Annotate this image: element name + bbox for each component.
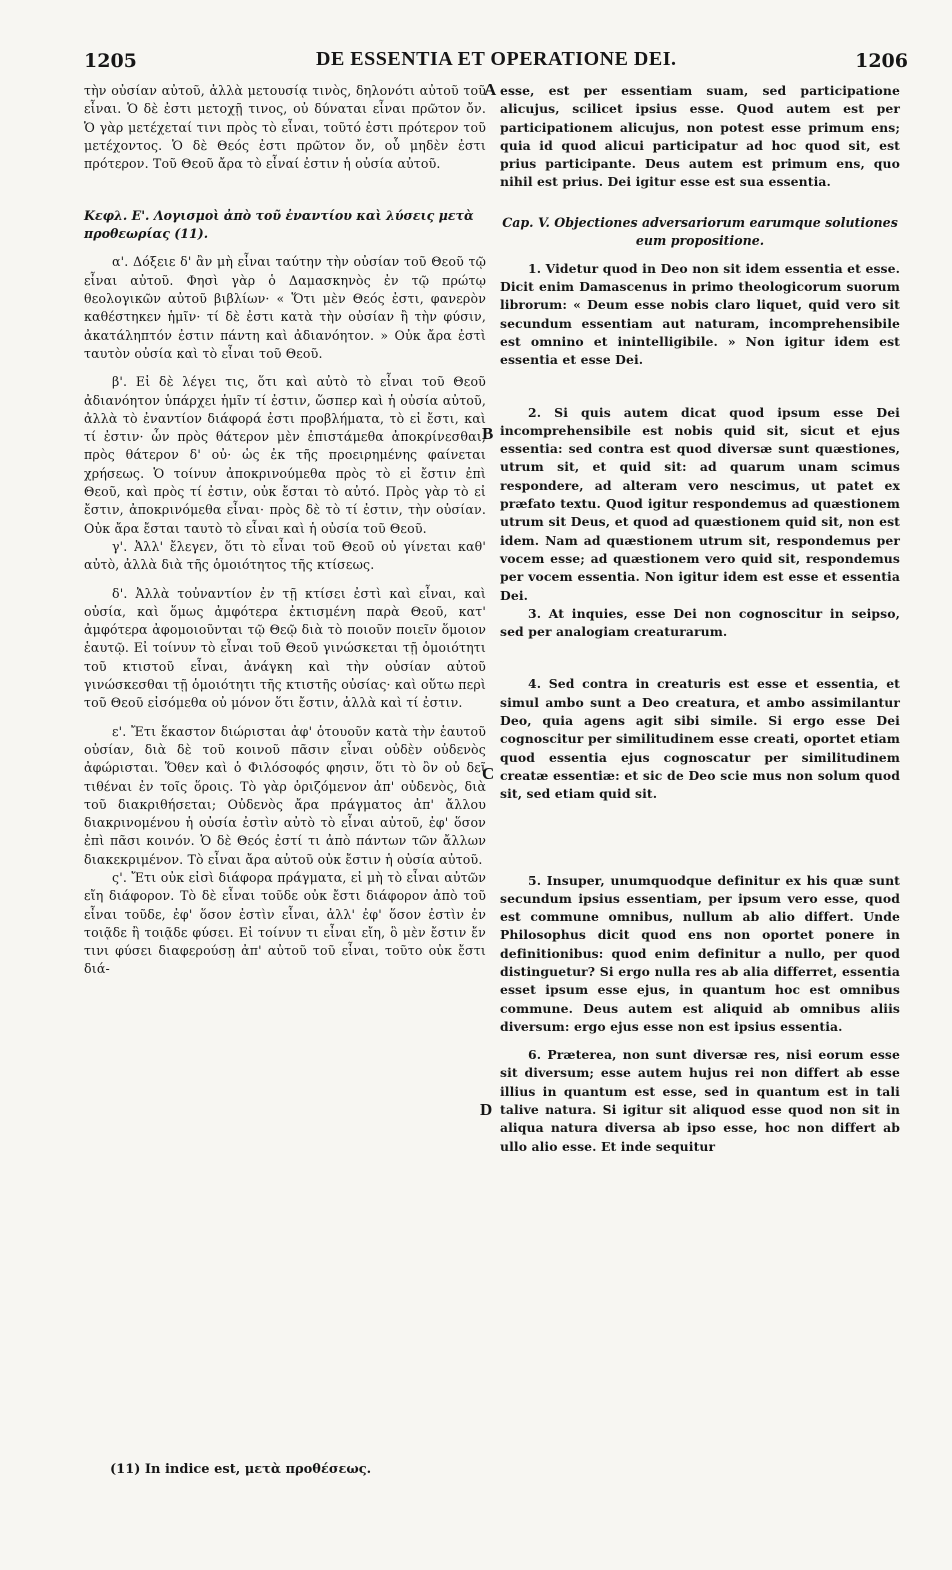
latin-intro-paragraph: esse, est per essentiam suam, sed participatione alicujus, scilicet ipsius esse. Quod autem est per participationem alicujus, non potest esse primum ens; quia id quod alicui participatur ad hoc quod sit, est prius participante. Deus autem est primum ens, quo nihil est prius. Dei igitur esse est sua essentia.	[500, 83, 900, 190]
running-title: DE ESSENTIA ET OPERATIONE DEI.	[316, 48, 677, 70]
greek-paragraph-2: β'. Εἰ δὲ λέγει τις, ὅτι καὶ αὐτὸ τὸ εἶναι τοῦ Θεοῦ ἀδιανόητον ὑπάρχει ἡμῖν τί ἐστιν, ὥσπερ καὶ ἡ οὐσία αὐτοῦ, ἀλλὰ τὸ ἐναντίον διάφορά ἐστι προβλήματα, τὸ εἰ ἔστι, καὶ τί ἐστιν· ὧν πρὸς θάτερον μὲν ἐπιστάμεθα ἀποκρίνεσθαι, πρὸς θάτερον δ' οὐ· ὡς ἐκ τῆς προειρημένης φαίνεται χρήσεως. Ὁ τοίνυν ἀποκρινούμεθα πρὸς τὸ εἰ ἔστιν ἐπὶ Θεοῦ, καὶ πρὸς τί ἐστιν, οὐκ ἔσται τὸ αὐτό. Πρὸς γὰρ τὸ εἰ ἔστιν, ἀποκρινόμεθα εἶναι· πρὸς δὲ τὸ τί ἐστιν, τὴν οὐσίαν. Οὐκ ἄρα ἔσται ταυτὸ τὸ εἶναι καὶ ἡ οὐσία τοῦ Θεοῦ.	[84, 374, 486, 536]
latin-paragraph-1: 1. Videtur quod in Deo non sit idem essentia et esse. Dicit enim Damascenus in primo theologicorum suorum librorum: « Deum esse nobis claro liquet, quid vero sit secundum essentiam aut naturam, incomprehensibile est omnino et inintelligibile. » Non igitur idem est essentia et esse Dei.	[500, 260, 900, 368]
latin-paragraph-3: 3. At inquies, esse Dei non cognoscitur in seipso, sed per analogiam creaturarum.	[500, 605, 900, 640]
latin-paragraph-5: 5. Insuper, unumquodque definitur ex his quæ sunt secundum ipsius essentiam, per ipsum vero esse, quod est commune omnibus, nullum ab alio differt. Unde Philosophus dicit quod ens non oportet ponere in definitionibus: quod enim definitur a nullo, per quod distinguetur? Si ergo nulla res ab alia differret, essentia esset ipsum esse ejus, in quantum hoc est omnibus commune. Deus autem est aliquid ab omnibus aliis diversum: ergo ejus esse non est ipsius essentia.	[500, 872, 900, 1034]
running-header	[0, 42, 952, 76]
greek-intro-paragraph: τὴν οὐσίαν αὐτοῦ, ἀλλὰ μετουσίᾳ τινὸς, δηλονότι αὐτοῦ τοῦ εἶναι. Ὁ δὲ ἐστι μετοχῇ τινος, οὐ δύναται εἶναι πρῶτον ὄν. Ὁ γὰρ μετέχεταί τινι πρὸς τὸ εἶναι, τοῦτό ἐστι πρότερον τοῦ μετέχοντος. Ὁ δὲ Θεός ἐστι πρῶτον ὄν, οὗ μηδὲν ἐστι πρότερον. Τοῦ Θεοῦ ἄρα τὸ εἶναί ἐστιν ἡ οὐσία αὐτοῦ.	[84, 83, 486, 172]
page-number-right: 1206	[855, 50, 908, 72]
latin-paragraph-6: 6. Præterea, non sunt diversæ res, nisi eorum esse sit diversum; esse autem hujus rei non differt ab esse illius in quantum est esse, sed in quantum est in tali talive natura. Si igitur sit aliquod esse quod non sit in aliqua natura diversa ab ipso esse, hoc non differt ab ullo alio esse. Et inde sequitur	[500, 1047, 900, 1154]
margin-marker-b: B	[482, 424, 494, 443]
margin-marker-d: D	[480, 1100, 493, 1119]
greek-paragraph-4: δ'. Ἀλλὰ τοὐναντίον ἐν τῇ κτίσει ἐστὶ καὶ εἶναι, καὶ οὐσία, καὶ ὅμως ἀμφότερα ἐκτισμένη παρὰ Θεοῦ, κατ' ἀμφότερα ἀφομοιοῦνται τῷ Θεῷ διὰ τὸ ποιοῦν ποιεῖν ὅμοιον ἑαυτῷ. Εἰ τοίνυν τὸ εἶναι τοῦ Θεοῦ γινώσκεται τῇ ὁμοιότητι τοῦ κτιστοῦ εἶναι, ἀνάγκη καὶ τὴν οὐσίαν αὐτοῦ γινώσκεσθαι τῇ ὁμοιότητι τῆς κτιστῆς οὐσίας· καὶ οὕτω περὶ τοῦ Θεοῦ εἰσόμεθα οὐ μόνον ὅτι ἔστιν, ἀλλὰ καὶ τί ἐστιν.	[84, 585, 486, 711]
page-number-left: 1205	[84, 50, 137, 72]
greek-chapter-heading: Κεφλ. Ε'. Λογισμοὶ ἀπὸ τοῦ ἐναντίου καὶ λύσεις μετὰ προθεωρίας (11).	[84, 208, 474, 242]
greek-paragraph-5: ε'. Ἔτι ἕκαστον διώρισται ἀφ' ὁτουοῦν κατὰ τὴν ἑαυτοῦ οὐσίαν, διὰ δὲ τοῦ κοινοῦ πᾶσιν εἶναι οὐδὲν οὐδενὸς ἀφώρισται. Ὅθεν καὶ ὁ Φιλόσοφός φησιν, ὅτι τὸ ὂν οὐ δεῖ τιθέναι ἐν τοῖς ὅροις. Τὸ γὰρ ὁριζόμενον ἀπ' οὐδενὸς, διὰ τοῦ διακριθήσεται; Οὐδενὸς ἄρα πράγματος ἀπ' ἄλλου διακρινομένου ἡ οὐσία ἐστὶν αὐτὸ τὸ εἶναι αὐτοῦ, ἐφ' ὅσον ἐπὶ πᾶσι κοινόν. Ὁ δὲ Θεός ἐστί τι ἀπὸ πάντων τῶν ἄλλων διακεκριμένον. Τὸ εἶναι ἄρα αὐτοῦ οὐκ ἔστιν ἡ οὐσία αὐτοῦ.	[84, 723, 486, 867]
margin-marker-a: A	[484, 80, 497, 99]
margin-marker-c: C	[482, 764, 495, 783]
latin-paragraph-4: 4. Sed contra in creaturis est esse et essentia, et simul ambo sunt a Deo creatura, et ambo assimilantur Deo, quia agens agit sibi simile. Si ergo esse Dei cognoscitur per similitudinem esse creati, oportet etiam quod essentia ejus cognoscatur per similitudinem creatæ essentiæ: et sic de Deo scie mus non solum quod sit, sed etiam quid sit.	[500, 676, 900, 802]
footnote: (11) In indice est, μετὰ προθέσεως.	[110, 1462, 372, 1477]
latin-paragraph-2: 2. Si quis autem dicat quod ipsum esse Dei incomprehensibile est nobis quid sit, sicut et ejus essentia: sed contra est quod diversæ sunt quæstiones, utrum sit, et quid sit: ad quarum unam scimus respondere, ad alteram vero nescimus, ut patet ex præfato textu. Quod igitur respondemus ad quæstionem utrum sit Deus, et quod ad quæstionem quid sit, non est idem. Nam ad quæstionem utrum sit, respondemus per vocem esse; ad quæstionem vero quid sit, respondemus per vocem essentia. Non igitur idem est esse et essentia Dei.	[500, 404, 900, 603]
latin-column	[500, 82, 900, 1156]
greek-paragraph-1: α'. Δόξειε δ' ἂν μὴ εἶναι ταύτην τὴν οὐσίαν τοῦ Θεοῦ τῷ εἶναι αὐτοῦ. Φησὶ γὰρ ὁ Δαμασκηνὸς ἐν τῷ πρώτῳ θεολογικῶν αὐτοῦ βιβλίων· « Ὅτι μὲν Θεός ἐστι, φανερὸν καθέστηκεν ἡμῖν· τί δὲ ἐστι κατὰ τὴν οὐσίαν ἢ τὴν φύσιν, ἀκατάληπτόν ἐστιν πάντη καὶ ἀδιανόητον. » Οὐκ ἄρα ἐστὶ ταυτὸν οὐσία καὶ τὸ εἶναι τοῦ Θεοῦ.	[84, 254, 486, 361]
greek-paragraph-3: γ'. Ἀλλ' ἔλεγεν, ὅτι τὸ εἶναι τοῦ Θεοῦ οὐ γίνεται καθ' αὐτὸ, ἀλλὰ διὰ τῆς ὁμοιότητος τῆς κτίσεως.	[84, 538, 486, 573]
greek-paragraph-6: ς'. Ἔτι οὐκ εἰσὶ διάφορα πράγματα, εἰ μὴ τὸ εἶναι αὐτῶν εἴη διάφορον. Τὸ δὲ εἶναι τοῦδε οὐκ ἔστι διάφορον ἀπὸ τοῦ εἶναι τοῦδε, ἐφ' ὅσον ἐστὶν εἶναι, ἀλλ' ἐφ' ὅσον ἐστὶν ἐν τοιᾷδε ἢ τοιᾷδε φύσει. Εἰ τοίνυν τι εἶναι εἴη, ὃ μὲν ἔστιν ἔν τινι φύσει διαφερούσῃ ἀπ' αὐτοῦ τοῦ εἶναι, τοῦτο οὐκ ἔστι διά-	[84, 869, 486, 977]
latin-chapter-heading: Cap. V. Objectiones adversariorum earumque solutiones eum propositione.	[502, 214, 898, 248]
greek-column	[84, 82, 486, 979]
